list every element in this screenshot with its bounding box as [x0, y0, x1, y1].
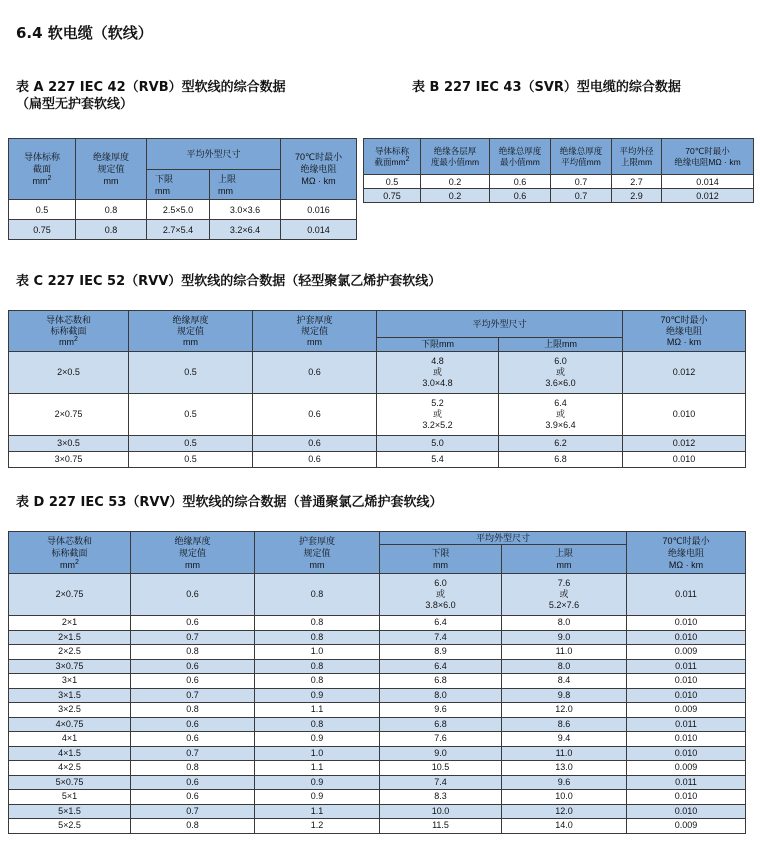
table-cell: 0.9 — [255, 775, 380, 790]
table-cell: 0.6 — [131, 616, 255, 631]
table-cell: 0.009 — [627, 761, 746, 776]
table-c-header-insulation: 绝缘厚度 规定值 mm — [129, 311, 253, 352]
table-cell: 0.7 — [131, 804, 255, 819]
table-cell: 0.010 — [627, 688, 746, 703]
table-d-caption: 表 D 227 IEC 53（RVV）型软线的综合数据（普通聚氯乙烯护套软线） — [16, 495, 443, 510]
table-d-header-upper: 上限 mm — [502, 545, 627, 574]
table-row — [9, 659, 746, 674]
table-cell: 12.0 — [502, 804, 627, 819]
table-cell: 3×1 — [9, 674, 131, 689]
table-cell: 10.0 — [502, 790, 627, 805]
table-row — [9, 761, 746, 776]
table-b-header-total-avg: 绝缘总厚度 平均值mm — [551, 139, 612, 175]
table-cell: 9.6 — [380, 703, 502, 718]
table-c-caption: 表 C 227 IEC 52（RVV）型软线的综合数据（轻型聚氯乙烯护套软线） — [16, 274, 442, 289]
table-cell: 5×1.5 — [9, 804, 131, 819]
table-cell: 8.6 — [502, 717, 627, 732]
table-cell: 4×0.75 — [9, 717, 131, 732]
table-d-header-section: 导体芯数和 标称截面 $mm^2$ — [9, 532, 131, 574]
table-b-header-section: 导体标称 截面$mm^2$ — [364, 139, 421, 175]
table-a-caption — [16, 79, 286, 113]
table-row — [9, 775, 746, 790]
table-row: 0.75 0.8 2.7×5.4 3.2×6.4 0.014 — [9, 220, 357, 240]
table-cell: 0.9 — [255, 688, 380, 703]
table-b-header-resistance: 70℃时最小 绝缘电阻MΩ · km — [662, 139, 754, 175]
table-row: 2×0.75 0.5 0.6 5.2 或 3.2×5.2 6.4 或 3.9×6.4 0.010 — [9, 394, 746, 436]
table-row — [9, 746, 746, 761]
table-cell: 9.0 — [502, 630, 627, 645]
table-cell: 0.7 — [131, 746, 255, 761]
table-cell: 0.010 — [627, 674, 746, 689]
table-cell: 3×1.5 — [9, 688, 131, 703]
table-a-header-resistance: 70℃时最小 绝缘电阻 MΩ · km — [281, 139, 357, 200]
table-row: 3×0.75 0.5 0.6 5.4 6.8 0.010 — [9, 452, 746, 468]
table-cell: 3×0.75 — [9, 659, 131, 674]
table-cell: 2×2.5 — [9, 645, 131, 660]
table-cell: 8.0 — [502, 616, 627, 631]
table-row: 0.75 0.2 0.6 0.7 2.9 0.012 — [364, 189, 754, 203]
table-row — [9, 804, 746, 819]
table-row — [9, 645, 746, 660]
table-cell: 8.4 — [502, 674, 627, 689]
table-row: 0.5 0.2 0.6 0.7 2.7 0.014 — [364, 175, 754, 189]
table-b — [363, 138, 754, 203]
table-cell: 0.8 — [131, 703, 255, 718]
table-cell: 0.8 — [255, 674, 380, 689]
table-cell: 9.8 — [502, 688, 627, 703]
table-b-header-outer-diameter: 平均外径 上限mm — [612, 139, 662, 175]
table-cell: 0.8 — [255, 616, 380, 631]
section-title: 6.4 软电缆（软线） — [16, 24, 153, 42]
table-cell: 0.011 — [627, 717, 746, 732]
table-a — [8, 138, 357, 240]
table-cell: 0.009 — [627, 819, 746, 834]
table-cell: 0.8 — [255, 717, 380, 732]
table-cell: 0.8 — [255, 659, 380, 674]
table-cell: 1.1 — [255, 703, 380, 718]
table-cell: 0.010 — [627, 746, 746, 761]
table-cell: 6.8 — [380, 674, 502, 689]
table-c-header-dimensions: 平均外型尺寸 — [377, 311, 623, 338]
table-cell: 7.4 — [380, 775, 502, 790]
table-cell: 0.010 — [627, 804, 746, 819]
table-d-header-dimensions: 平均外型尺寸 — [380, 532, 627, 545]
table-cell: 0.7 — [131, 688, 255, 703]
table-cell: 7.4 — [380, 630, 502, 645]
table-cell: 0.7 — [131, 630, 255, 645]
table-cell: 0.6 — [131, 775, 255, 790]
table-cell: 2×1 — [9, 616, 131, 631]
table-row — [9, 616, 746, 631]
table-cell: 0.8 — [131, 819, 255, 834]
table-cell: 3×2.5 — [9, 703, 131, 718]
table-row — [9, 630, 746, 645]
table-cell: 1.1 — [255, 761, 380, 776]
table-cell: 0.011 — [627, 659, 746, 674]
table-cell: 0.9 — [255, 790, 380, 805]
table-cell: 9.6 — [502, 775, 627, 790]
table-cell: 0.8 — [131, 645, 255, 660]
table-row: 2×0.75 0.6 0.8 6.0 或 3.8×6.0 7.6 或 5.2×7.6 0.011 — [9, 574, 746, 616]
table-cell: 0.009 — [627, 645, 746, 660]
table-cell: 1.0 — [255, 746, 380, 761]
table-d-header-lower: 下限 mm — [380, 545, 502, 574]
table-c-header-resistance: 70℃时最小 绝缘电阻 MΩ · km — [623, 311, 746, 352]
table-cell: 7.6 — [380, 732, 502, 747]
table-a-caption-line1: 表 A 227 IEC 42（RVB）型软线的综合数据 — [16, 80, 286, 95]
table-a-header-dimensions: 平均外型尺寸 — [147, 139, 281, 170]
table-d — [8, 531, 746, 834]
table-row — [9, 790, 746, 805]
table-cell: 8.0 — [502, 659, 627, 674]
table-cell: 2×1.5 — [9, 630, 131, 645]
table-cell: 5×1 — [9, 790, 131, 805]
table-cell: 0.6 — [131, 717, 255, 732]
table-cell: 5×2.5 — [9, 819, 131, 834]
table-cell: 8.0 — [380, 688, 502, 703]
table-c-header-sheath: 护套厚度 规定值 mm — [253, 311, 377, 352]
table-cell: 0.8 — [255, 630, 380, 645]
table-cell: 0.6 — [131, 659, 255, 674]
table-row — [9, 732, 746, 747]
table-row — [9, 674, 746, 689]
table-a-header-insulation: 绝缘厚度 规定值 mm — [76, 139, 147, 200]
table-cell: 1.1 — [255, 804, 380, 819]
table-cell: 8.3 — [380, 790, 502, 805]
table-c-header-upper: 上限mm — [499, 338, 623, 352]
table-row: 3×0.5 0.5 0.6 5.0 6.2 0.012 — [9, 436, 746, 452]
table-cell: 13.0 — [502, 761, 627, 776]
table-c-header-lower: 下限mm — [377, 338, 499, 352]
table-cell: 0.009 — [627, 703, 746, 718]
table-a-header-lower: 下限 mm — [147, 170, 210, 200]
table-cell: 14.0 — [502, 819, 627, 834]
table-cell: 0.6 — [131, 790, 255, 805]
table-b-caption: 表 B 227 IEC 43（SVR）型电缆的综合数据 — [412, 80, 681, 95]
table-cell: 9.0 — [380, 746, 502, 761]
table-row — [9, 819, 746, 834]
table-row: 0.5 0.8 2.5×5.0 3.0×3.6 0.016 — [9, 200, 357, 220]
table-cell: 4×1.5 — [9, 746, 131, 761]
table-a-header-upper: 上限 mm — [210, 170, 281, 200]
table-cell: 8.9 — [380, 645, 502, 660]
table-d-header-insulation: 绝缘厚度 规定值 mm — [131, 532, 255, 574]
table-b-header-total-min: 绝缘总厚度 最小值mm — [490, 139, 551, 175]
table-cell: 0.010 — [627, 630, 746, 645]
table-cell: 6.4 — [380, 616, 502, 631]
table-b-header-layer-thickness: 绝缘各层厚 度最小值mm — [421, 139, 490, 175]
table-cell: 11.0 — [502, 645, 627, 660]
table-cell: 0.011 — [627, 775, 746, 790]
table-cell: 6.8 — [380, 717, 502, 732]
table-row — [9, 703, 746, 718]
table-d-header-sheath: 护套厚度 规定值 mm — [255, 532, 380, 574]
table-cell: 1.0 — [255, 645, 380, 660]
table-c-header-section: 导体芯数和 标称截面 $mm^2$ — [9, 311, 129, 352]
table-row: 2×0.5 0.5 0.6 4.8 或 3.0×4.8 6.0 或 3.6×6.0 0.012 — [9, 352, 746, 394]
table-cell: 12.0 — [502, 703, 627, 718]
table-c — [8, 310, 746, 468]
table-cell: 11.0 — [502, 746, 627, 761]
table-row — [9, 688, 746, 703]
table-a-caption-line2: （扁型无护套软线） — [16, 97, 134, 112]
table-row — [9, 717, 746, 732]
table-cell: 1.2 — [255, 819, 380, 834]
table-cell: 5×0.75 — [9, 775, 131, 790]
table-cell: 6.4 — [380, 659, 502, 674]
table-a-header-section: 导体标称 截面 $mm^2$ — [9, 139, 76, 200]
table-cell: 0.010 — [627, 732, 746, 747]
table-cell: 10.0 — [380, 804, 502, 819]
table-cell: 0.6 — [131, 674, 255, 689]
table-cell: 0.8 — [131, 761, 255, 776]
table-cell: 9.4 — [502, 732, 627, 747]
table-cell: 10.5 — [380, 761, 502, 776]
table-cell: 0.6 — [131, 732, 255, 747]
table-cell: 0.9 — [255, 732, 380, 747]
table-cell: 11.5 — [380, 819, 502, 834]
table-cell: 0.010 — [627, 616, 746, 631]
table-cell: 0.010 — [627, 790, 746, 805]
table-d-header-resistance: 70℃时最小 绝缘电阻 MΩ · km — [627, 532, 746, 574]
table-cell: 4×2.5 — [9, 761, 131, 776]
table-cell: 4×1 — [9, 732, 131, 747]
